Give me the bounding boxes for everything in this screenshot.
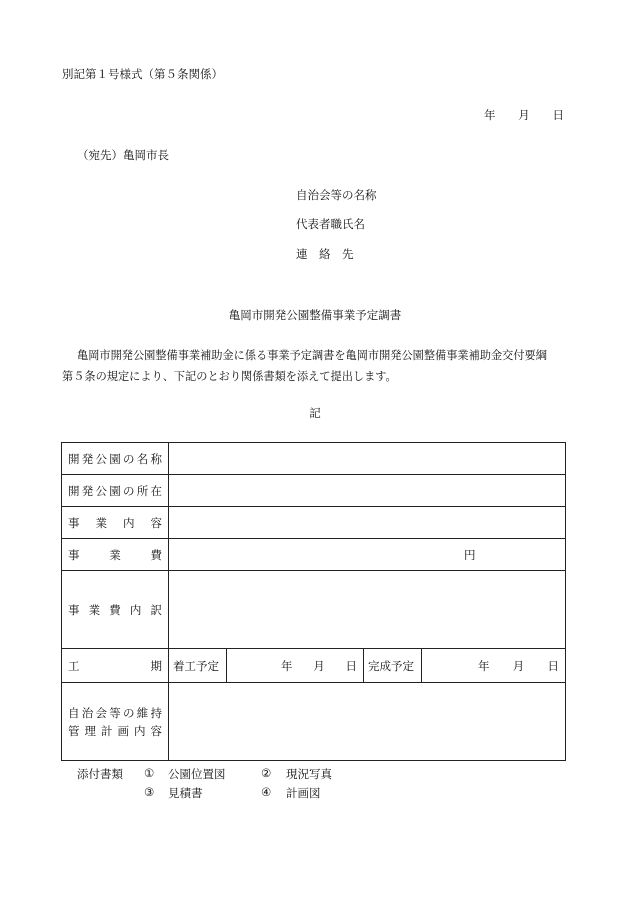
table-row xyxy=(62,507,566,539)
table-row xyxy=(62,443,566,475)
ki-mark: 記 xyxy=(309,406,321,420)
start-date-field[interactable]: 年 月 日 xyxy=(227,649,364,683)
form-id: 別記第１号様式（第５条関係） xyxy=(62,67,223,81)
construction-period-label: 工 期 xyxy=(62,649,169,683)
attachments-label: 添付書類 xyxy=(77,767,123,781)
project-content-label: 事 業 内 容 xyxy=(62,507,169,539)
attachment-3-name: 見積書 xyxy=(168,786,203,800)
park-name-field[interactable] xyxy=(169,443,566,475)
project-cost-label: 事 業 費 xyxy=(62,539,169,571)
applicant-org-name: 自治会等の名称 xyxy=(296,188,377,202)
table-row xyxy=(62,683,566,761)
table-row xyxy=(62,475,566,507)
attachment-1-name: 公園位置図 xyxy=(168,767,226,781)
attachment-2-num: ② xyxy=(261,766,272,780)
project-cost-field[interactable] xyxy=(169,539,566,571)
attachment-4-num: ④ xyxy=(261,785,272,799)
document-title: 亀岡市開発公園整備事業予定調書 xyxy=(228,308,402,322)
maintenance-plan-label: 自治会等の維持 管理計画内容 xyxy=(62,683,169,761)
body-line-1: 亀岡市開発公園整備事業補助金に係る事業予定調書を亀岡市開発公園整備事業補助金交付要綱 xyxy=(77,349,547,362)
date-day: 日 xyxy=(552,108,564,122)
project-table xyxy=(61,442,566,761)
cost-breakdown-label: 事 業 費 内 訳 xyxy=(62,571,169,649)
attachment-2-name: 現況写真 xyxy=(286,767,332,781)
attachment-1-num: ① xyxy=(144,766,155,780)
project-content-field[interactable] xyxy=(169,507,566,539)
table-row xyxy=(62,571,566,649)
attachment-4-name: 計画図 xyxy=(286,786,321,800)
date-year: 年 xyxy=(484,108,496,122)
yen-unit: 円 xyxy=(464,547,476,562)
cost-breakdown-field[interactable] xyxy=(169,571,566,649)
date-line xyxy=(484,107,564,123)
body-line-2: 第５条の規定により、下記のとおり関係書類を添えて提出します。 xyxy=(62,370,397,383)
date-month: 月 xyxy=(518,108,530,122)
applicant-representative: 代表者職氏名 xyxy=(296,217,365,231)
completion-date-field[interactable]: 年 月 日 xyxy=(422,649,566,683)
applicant-contact: 連 絡 先 xyxy=(296,247,354,261)
table-row xyxy=(62,649,566,683)
start-planned-label: 着工予定 xyxy=(169,649,227,683)
addressee: （宛先）亀岡市長 xyxy=(77,148,169,162)
attachment-3-num: ③ xyxy=(144,785,155,799)
park-location-label: 開 発 公 園 の 所 在 xyxy=(62,475,169,507)
maintenance-plan-field[interactable] xyxy=(169,683,566,761)
completion-planned-label: 完成予定 xyxy=(364,649,422,683)
park-location-field[interactable] xyxy=(169,475,566,507)
park-name-label: 開 発 公 園 の 名 称 xyxy=(62,443,169,475)
table-row xyxy=(62,539,566,571)
